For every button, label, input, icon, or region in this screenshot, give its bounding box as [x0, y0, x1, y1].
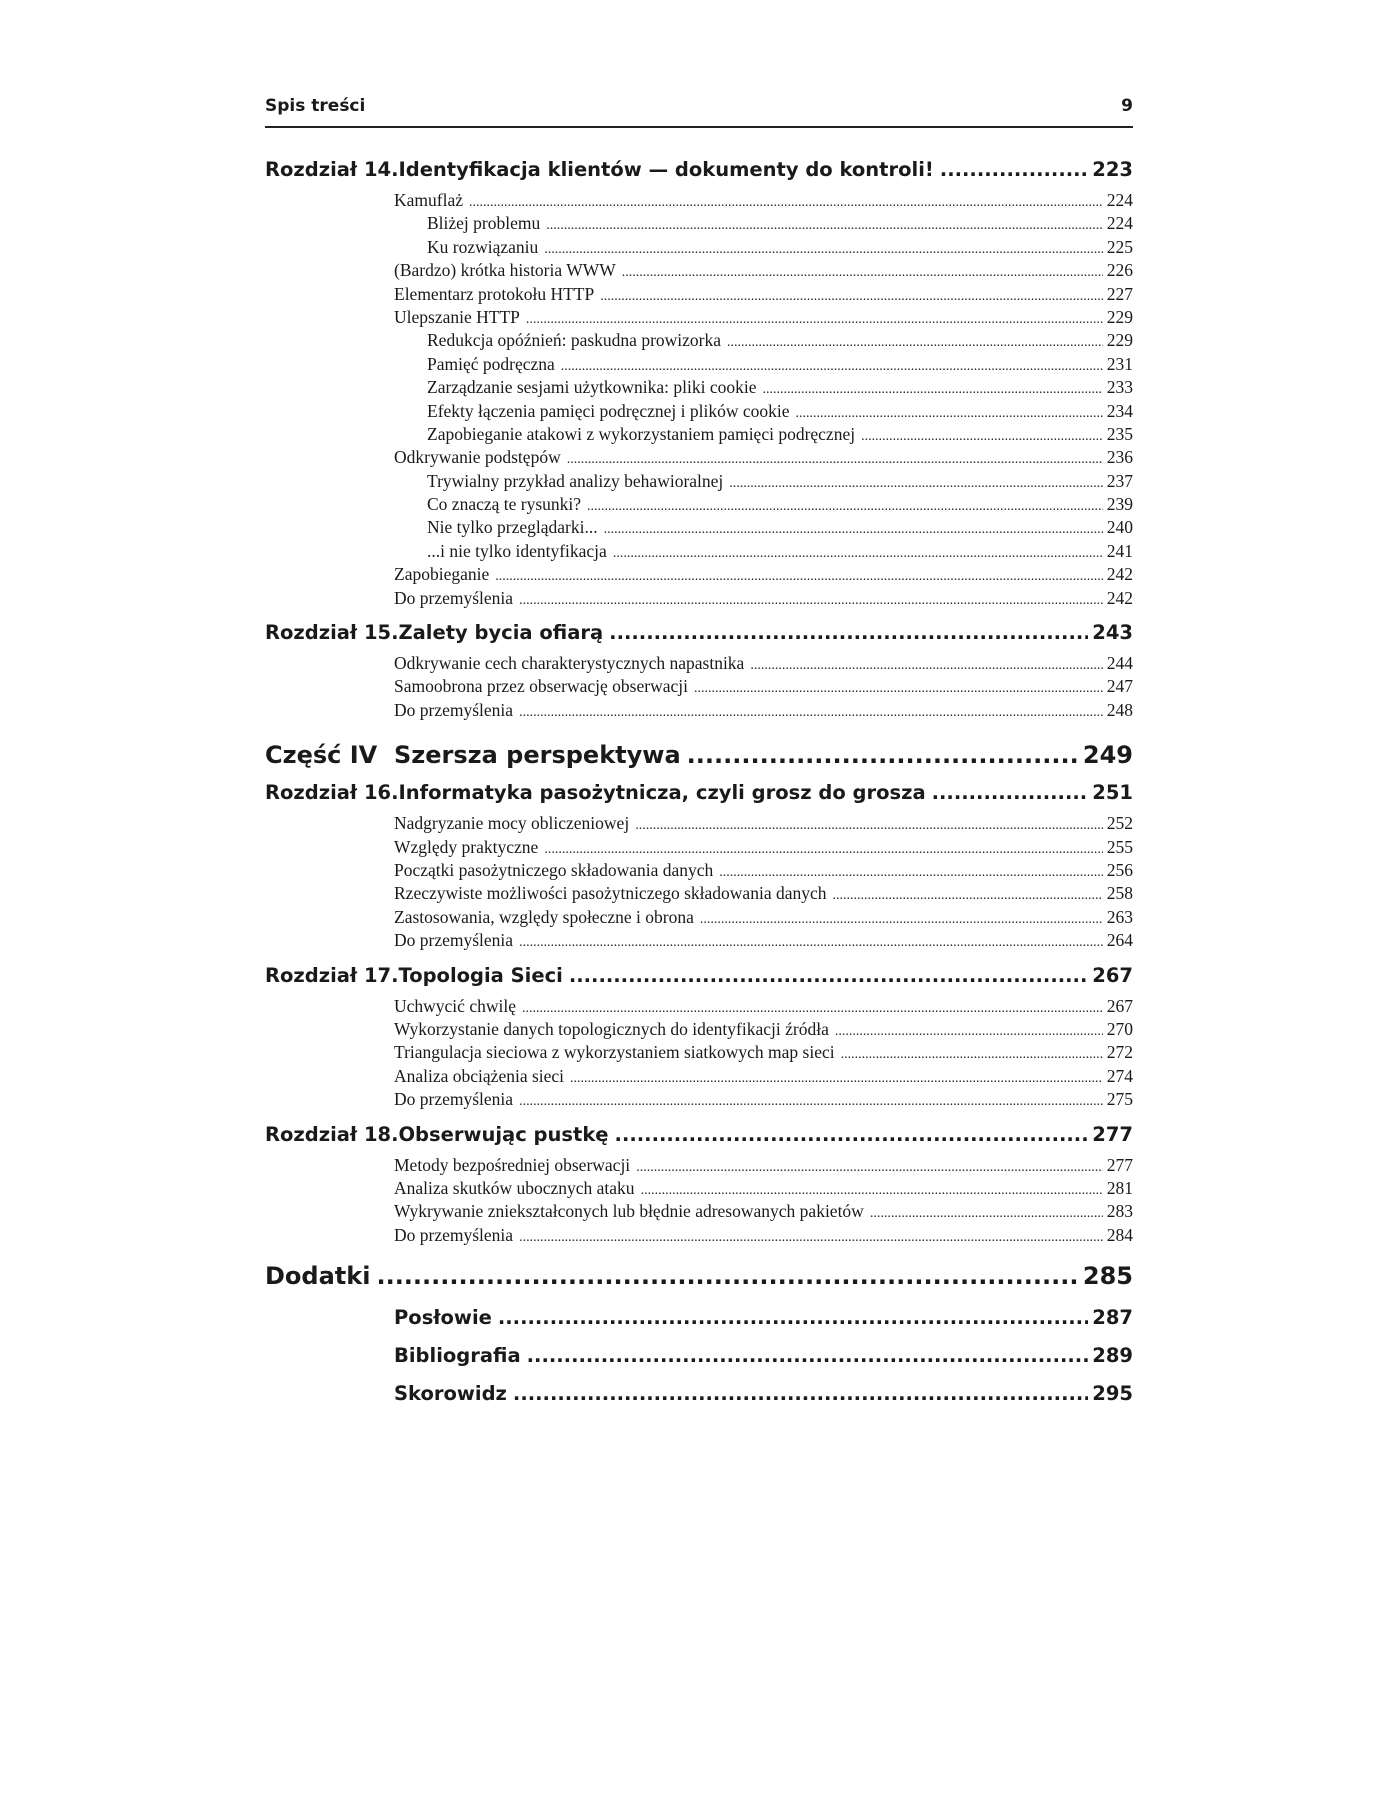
chapter-title: Identyfikacja klientów — dokumenty do kontroli!: [398, 158, 934, 181]
chapter-label: Rozdział 17.: [265, 963, 399, 987]
dot-leader: [609, 621, 1088, 644]
entry-title: Do przemyślenia: [394, 587, 514, 608]
toc-entry[interactable]: [265, 564, 1133, 587]
chapter-title: Topologia Sieci: [398, 963, 563, 987]
toc-subentry[interactable]: [265, 213, 1133, 236]
toc-subentry[interactable]: [265, 330, 1133, 353]
entry-page: 224: [1106, 213, 1133, 234]
toc-entry[interactable]: [265, 930, 1133, 953]
entry-page: 274: [1106, 1065, 1133, 1086]
entry-page: 248: [1106, 699, 1133, 720]
toc-appendix-item[interactable]: [265, 1382, 1133, 1420]
entry-title: Analiza obciążenia sieci: [394, 1065, 565, 1086]
toc-entry[interactable]: [265, 284, 1133, 307]
toc-entry[interactable]: [265, 307, 1133, 330]
dot-leader: [932, 781, 1089, 804]
entry-title: Zarządzanie sesjami użytkownika: pliki cookie: [427, 377, 757, 398]
toc-entry[interactable]: [265, 1019, 1133, 1042]
dot-leader: [519, 1225, 1103, 1246]
chapter-label: Rozdział 14.: [265, 158, 399, 181]
dot-leader: [635, 813, 1103, 834]
toc-chapter-16[interactable]: [265, 781, 1133, 813]
entry-title: Do przemyślenia: [394, 1089, 514, 1110]
toc-subentry[interactable]: [265, 517, 1133, 540]
chapter-title: Obserwując pustkę: [398, 1122, 609, 1146]
toc-entry[interactable]: [265, 907, 1133, 930]
dot-leader: [750, 653, 1102, 674]
toc-appendices[interactable]: [265, 1262, 1133, 1306]
dot-leader: [870, 1201, 1103, 1222]
entry-title: Redukcja opóźnień: paskudna prowizorka: [427, 330, 722, 351]
toc-entry[interactable]: [265, 860, 1133, 883]
entry-page: 255: [1106, 836, 1133, 857]
dot-leader: [376, 1262, 1078, 1290]
toc-entry[interactable]: [265, 996, 1133, 1019]
dot-leader: [544, 837, 1102, 858]
part-label: Część IV: [265, 741, 378, 770]
dot-leader: [567, 447, 1103, 468]
toc-chapter-18[interactable]: [265, 1123, 1133, 1155]
entry-title: Do przemyślenia: [394, 930, 514, 951]
toc-entry[interactable]: [265, 588, 1133, 611]
toc-entry[interactable]: [265, 1225, 1133, 1248]
entry-title: Początki pasożytniczego składowania danych: [394, 859, 714, 880]
entry-title: Nadgryzanie mocy obliczeniowej: [394, 813, 630, 834]
entry-title: Odkrywanie podstępów: [394, 447, 561, 468]
entry-title: Zapobieganie: [394, 564, 490, 585]
dot-leader: [622, 260, 1103, 281]
entry-page: 241: [1106, 540, 1133, 561]
dot-leader: [795, 401, 1102, 422]
entry-page: 295: [1092, 1382, 1133, 1406]
toc-entry[interactable]: [265, 1089, 1133, 1112]
dot-leader: [615, 1123, 1089, 1146]
spacer: [265, 1113, 1133, 1123]
dot-leader: [544, 237, 1102, 258]
entry-page: 234: [1106, 400, 1133, 421]
dot-leader: [604, 517, 1103, 538]
entry-page: 235: [1106, 423, 1133, 444]
table-of-contents: [265, 158, 1133, 1420]
toc-subentry[interactable]: [265, 494, 1133, 517]
toc-entry[interactable]: [265, 700, 1133, 723]
chapter-label: Rozdział 18.: [265, 1122, 399, 1146]
toc-entry[interactable]: [265, 676, 1133, 699]
entry-page: 227: [1106, 283, 1133, 304]
entry-page: 224: [1106, 190, 1133, 210]
spacer: [265, 954, 1133, 964]
toc-subentry[interactable]: [265, 541, 1133, 564]
dot-leader: [861, 424, 1103, 445]
entry-title: Bibliografia: [394, 1344, 521, 1368]
entry-title: Ku rozwiązaniu: [427, 236, 539, 257]
entry-page: 242: [1106, 587, 1133, 608]
running-head: [265, 96, 1133, 128]
entry-page: 284: [1106, 1224, 1133, 1245]
entry-title: Metody bezpośredniej obserwacji: [394, 1154, 631, 1175]
dot-leader: [522, 996, 1103, 1017]
entry-page: 237: [1106, 470, 1133, 491]
dot-leader: [570, 1066, 1103, 1087]
entry-page: 277: [1106, 1154, 1133, 1175]
dot-leader: [636, 1155, 1103, 1176]
entry-title: Elementarz protokołu HTTP: [394, 283, 595, 304]
dot-leader: [762, 377, 1102, 398]
dot-leader: [641, 1178, 1103, 1199]
toc-entry[interactable]: [265, 653, 1133, 676]
chapter-page: 277: [1092, 1122, 1133, 1146]
chapter-title: Informatyka pasożytnicza, czyli grosz do grosza: [398, 781, 926, 805]
dot-leader: [833, 883, 1103, 904]
toc-appendix-item[interactable]: [265, 1344, 1133, 1382]
dot-leader: [519, 1089, 1103, 1110]
entry-title: Wykorzystanie danych topologicznych do identyfikacji źródła: [394, 1018, 829, 1039]
dot-leader: [526, 307, 1103, 328]
chapter-page: 251: [1092, 781, 1133, 805]
entry-title: Względy praktyczne: [394, 836, 539, 857]
dot-leader: [469, 190, 1103, 211]
toc-entry[interactable]: [265, 190, 1133, 213]
dot-leader: [587, 494, 1103, 515]
entry-title: Pamięć podręczna: [427, 353, 555, 374]
entry-title: Posłowie: [394, 1306, 492, 1330]
entry-title: (Bardzo) krótka historia WWW: [394, 260, 616, 281]
entry-title: Do przemyślenia: [394, 1224, 514, 1245]
dot-leader: [700, 907, 1103, 928]
dot-leader: [841, 1042, 1103, 1063]
toc-entry[interactable]: [265, 1178, 1133, 1201]
toc-entry[interactable]: [265, 1042, 1133, 1065]
entry-page: 231: [1106, 353, 1133, 374]
entry-title: Co znaczą te rysunki?: [427, 494, 582, 515]
entry-page: 283: [1106, 1201, 1133, 1222]
entry-page: 226: [1106, 260, 1133, 281]
entry-page: 225: [1106, 236, 1133, 257]
part-title: Szersza perspektywa: [394, 741, 681, 770]
toc-entry[interactable]: [265, 1066, 1133, 1089]
entry-page: 281: [1106, 1177, 1133, 1198]
dot-leader: [727, 330, 1103, 351]
entry-page: 258: [1106, 883, 1133, 904]
entry-page: 289: [1092, 1344, 1133, 1368]
page-number: 9: [1121, 96, 1133, 116]
entry-page: 252: [1106, 813, 1133, 834]
spacer: [265, 611, 1133, 621]
dot-leader: [940, 158, 1088, 181]
entry-title: Triangulacja sieciowa z wykorzystaniem siatkowych map sieci: [394, 1042, 835, 1063]
chapter-title: Zalety bycia ofiarą: [398, 621, 604, 645]
toc-subentry[interactable]: [265, 401, 1133, 424]
dot-leader: [527, 1344, 1089, 1367]
entry-title: Nie tylko przeglądarki...: [427, 517, 598, 538]
toc-subentry[interactable]: [265, 377, 1133, 400]
entry-page: 275: [1106, 1089, 1133, 1110]
toc-entry[interactable]: [265, 813, 1133, 836]
dot-leader: [613, 541, 1103, 562]
entry-page: 229: [1106, 330, 1133, 351]
entry-title: Zapobieganie atakowi z wykorzystaniem pamięci podręcznej: [427, 423, 856, 444]
entry-title: Ulepszanie HTTP: [394, 306, 520, 327]
dot-leader: [513, 1382, 1088, 1405]
dot-leader: [694, 676, 1103, 697]
dot-leader: [835, 1019, 1103, 1040]
entry-title: Rzeczywiste możliwości pasożytniczego składowania danych: [394, 883, 827, 904]
entry-title: Wykrywanie zniekształconych lub błędnie adresowanych pakietów: [394, 1201, 864, 1222]
toc-chapter-15[interactable]: [265, 621, 1133, 653]
toc-entry[interactable]: [265, 1155, 1133, 1178]
spacer: [265, 723, 1133, 733]
entry-page: 287: [1092, 1306, 1133, 1330]
entry-page: 270: [1106, 1018, 1133, 1039]
dot-leader: [519, 930, 1103, 951]
toc-entry[interactable]: [265, 260, 1133, 283]
entry-page: 242: [1106, 564, 1133, 585]
entry-title: Skorowidz: [394, 1382, 507, 1406]
entry-page: 229: [1106, 306, 1133, 327]
entry-title: Uchwycić chwilę: [394, 995, 516, 1016]
entry-page: 256: [1106, 859, 1133, 880]
toc-part-4[interactable]: [265, 741, 1133, 781]
entry-page: 272: [1106, 1042, 1133, 1063]
dot-leader: [495, 564, 1103, 585]
entry-page: 263: [1106, 906, 1133, 927]
toc-appendix-item[interactable]: [265, 1306, 1133, 1344]
entry-title: Efekty łączenia pamięci podręcznej i plików cookie: [427, 400, 790, 421]
dot-leader: [519, 588, 1103, 609]
appendix-page: 285: [1082, 1262, 1133, 1291]
dot-leader: [519, 700, 1103, 721]
entry-title: ...i nie tylko identyfikacja: [427, 540, 607, 561]
chapter-page: 243: [1092, 621, 1133, 645]
entry-page: 233: [1106, 377, 1133, 398]
dot-leader: [561, 354, 1103, 375]
entry-title: Bliżej problemu: [427, 213, 541, 234]
entry-title: Kamuflaż: [394, 190, 463, 210]
entry-page: 240: [1106, 517, 1133, 538]
toc-chapter-14[interactable]: [265, 158, 1133, 190]
toc-subentry[interactable]: [265, 471, 1133, 494]
entry-title: Zastosowania, względy społeczne i obrona: [394, 906, 694, 927]
chapter-page: 223: [1092, 158, 1133, 181]
toc-subentry[interactable]: [265, 424, 1133, 447]
entry-page: 264: [1106, 930, 1133, 951]
chapter-page: 267: [1092, 963, 1133, 987]
running-head-title: Spis treści: [265, 96, 366, 116]
chapter-label: Rozdział 15.: [265, 621, 399, 645]
entry-title: Do przemyślenia: [394, 699, 514, 720]
entry-page: 236: [1106, 447, 1133, 468]
dot-leader: [729, 471, 1102, 492]
dot-leader: [687, 741, 1079, 769]
part-page: 249: [1082, 741, 1133, 770]
dot-leader: [546, 213, 1103, 234]
chapter-label: Rozdział 16.: [265, 781, 399, 805]
entry-page: 267: [1106, 995, 1133, 1016]
entry-title: Analiza skutków ubocznych ataku: [394, 1177, 635, 1198]
dot-leader: [719, 860, 1102, 881]
entry-title: Samoobrona przez obserwację obserwacji: [394, 676, 688, 697]
entry-title: Trywialny przykład analizy behawioralnej: [427, 470, 724, 491]
entry-page: 247: [1106, 676, 1133, 697]
entry-page: 239: [1106, 494, 1133, 515]
toc-entry[interactable]: [265, 1201, 1133, 1224]
toc-subentry[interactable]: [265, 354, 1133, 377]
toc-chapter-17[interactable]: [265, 964, 1133, 996]
toc-subentry[interactable]: [265, 237, 1133, 260]
entry-title: Odkrywanie cech charakterystycznych napastnika: [394, 653, 745, 674]
dot-leader: [498, 1306, 1088, 1329]
entry-page: 244: [1106, 653, 1133, 674]
appendix-title: Dodatki: [265, 1262, 371, 1291]
dot-leader: [600, 284, 1103, 305]
toc-entry[interactable]: [265, 837, 1133, 860]
dot-leader: [569, 964, 1088, 987]
toc-entry[interactable]: [265, 883, 1133, 906]
toc-entry[interactable]: [265, 447, 1133, 470]
